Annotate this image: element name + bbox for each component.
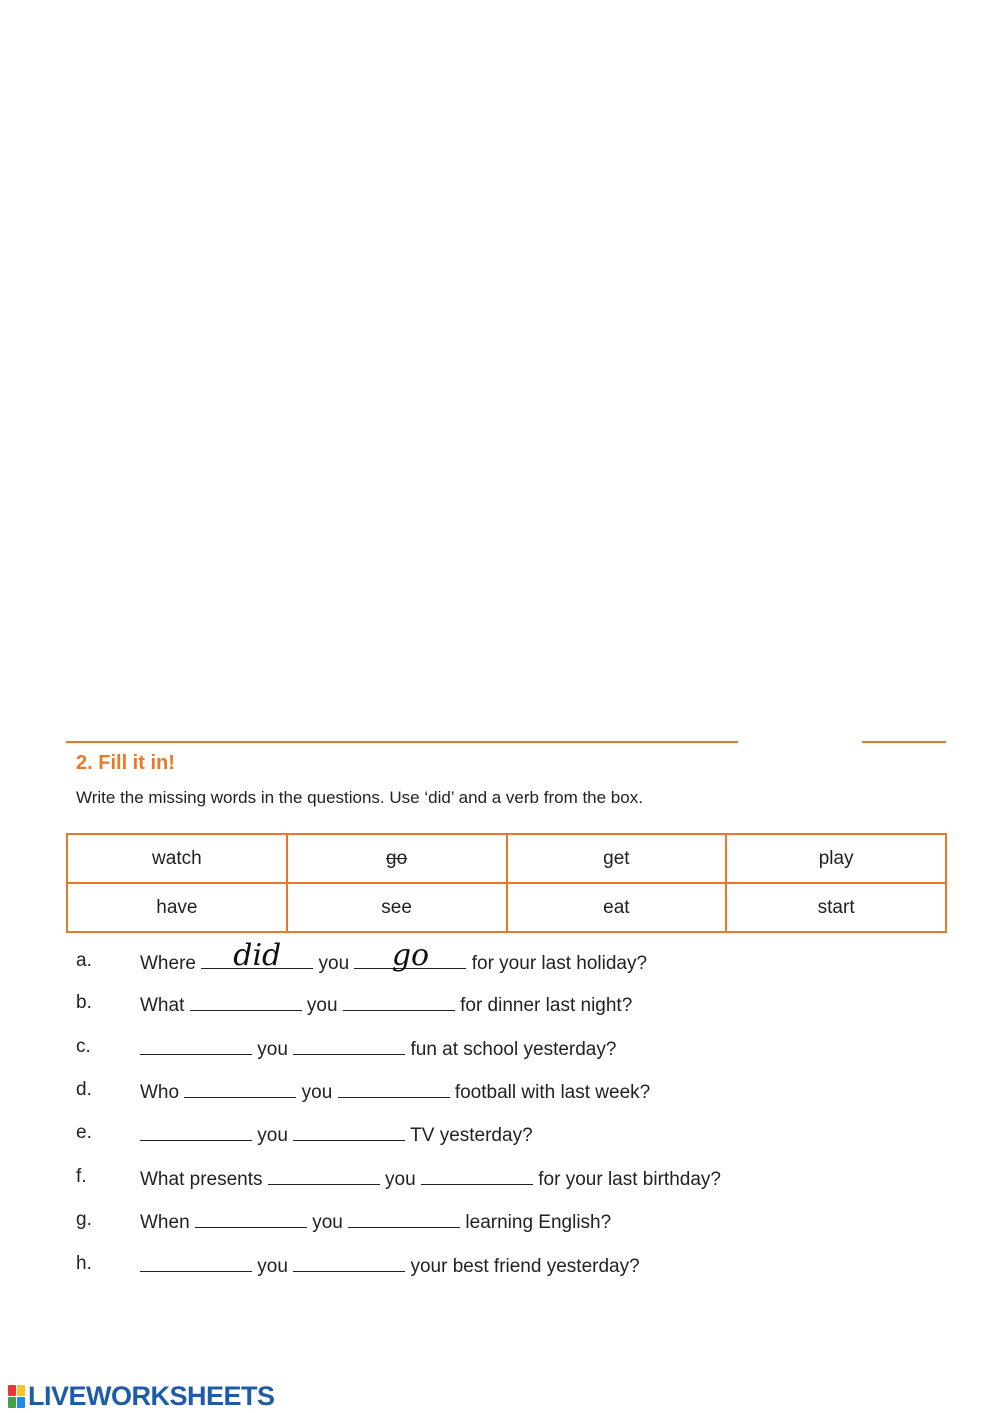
question-letter: d. <box>76 1079 92 1100</box>
question-text: Who you football with last week? <box>140 1079 650 1104</box>
question-letter: a. <box>76 950 92 971</box>
handwritten-answer: did <box>233 938 282 973</box>
word-box-row <box>67 883 946 932</box>
question-text: Where did you go for your last holiday? <box>140 938 648 974</box>
word-cell-crossed: go <box>287 834 507 883</box>
answer-blank[interactable] <box>293 1253 405 1272</box>
question-letter: f. <box>76 1166 87 1187</box>
word-cell: start <box>726 883 946 932</box>
question-text: What you for dinner last night? <box>140 992 632 1017</box>
word-cell: eat <box>507 883 727 932</box>
question-letter: h. <box>76 1253 92 1274</box>
word-box <box>66 833 947 933</box>
liveworksheets-logo[interactable] <box>8 1380 275 1412</box>
logo-mark-icon <box>8 1385 25 1408</box>
answer-blank[interactable] <box>190 992 302 1011</box>
question-text: you TV yesterday? <box>140 1122 533 1147</box>
answer-blank[interactable] <box>293 1122 405 1141</box>
answer-blank[interactable] <box>354 938 466 973</box>
section-divider-right <box>862 741 946 743</box>
section-divider-left <box>66 741 738 743</box>
question-text: When you learning English? <box>140 1209 611 1234</box>
answer-blank[interactable] <box>293 1036 405 1055</box>
question-letter: c. <box>76 1036 91 1057</box>
answer-blank[interactable] <box>421 1166 533 1185</box>
question-text: you your best friend yesterday? <box>140 1253 640 1278</box>
word-cell: get <box>507 834 727 883</box>
answer-blank[interactable] <box>184 1079 296 1098</box>
word-cell: see <box>287 883 507 932</box>
question-text: What presents you for your last birthday? <box>140 1166 721 1191</box>
word-box-row <box>67 834 946 883</box>
logo-text: LIVEWORKSHEETS <box>28 1380 275 1411</box>
word-cell: play <box>726 834 946 883</box>
answer-blank[interactable] <box>343 992 455 1011</box>
answer-blank[interactable] <box>140 1253 252 1272</box>
word-cell: watch <box>67 834 287 883</box>
instructions: Write the missing words in the questions. Use ‘did’ and a verb from the box. <box>76 788 643 807</box>
answer-blank[interactable] <box>338 1079 450 1098</box>
question-text: you fun at school yesterday? <box>140 1036 616 1061</box>
question-letter: b. <box>76 992 92 1013</box>
answer-blank[interactable] <box>348 1209 460 1228</box>
question-letter: g. <box>76 1209 92 1230</box>
answer-blank[interactable] <box>201 938 313 973</box>
question-letter: e. <box>76 1122 92 1143</box>
answer-blank[interactable] <box>140 1122 252 1141</box>
answer-blank[interactable] <box>268 1166 380 1185</box>
section-title: 2. Fill it in! <box>76 752 175 774</box>
answer-blank[interactable] <box>140 1036 252 1055</box>
handwritten-answer: go <box>391 938 430 973</box>
word-cell: have <box>67 883 287 932</box>
answer-blank[interactable] <box>195 1209 307 1228</box>
